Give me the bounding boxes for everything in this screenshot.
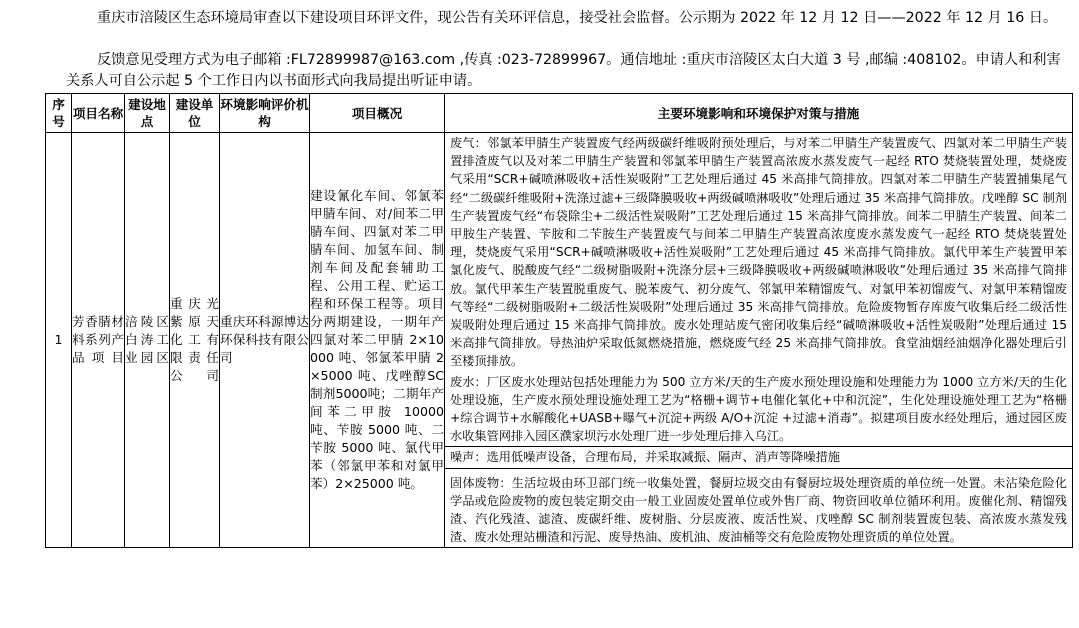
cell-overview: 建设氰化车间、邻氯苯甲腈车间、对/间苯二甲腈车间、四氯对苯二甲腈车间、加氢车间、制剂车间及配套辅助工程、公用工程、贮运工程和环保工程等。项目分两期建设，一期年产四氯对苯二甲腈 2×10000 吨、邻氯苯甲腈 2×5000 吨、戊唑醇SC制剂5000吨；二期年产间苯二甲胺 10000 吨、苄胺 5000 吨、二苄胺 5000 吨、氯代甲苯（邻氯甲苯和对氯甲苯）2×25000 吨。 <box>310 133 445 548</box>
cell-seq: 1 <box>46 133 72 548</box>
header-measures: 主要环境影响和环境保护对策与措施 <box>445 94 1073 133</box>
cell-location <box>125 133 170 548</box>
project-name-text: 芳香腈材料系列产品项目 <box>72 314 124 366</box>
header-overview: 项目概况 <box>310 94 445 133</box>
header-eia-agency: 环境影响评价机构 <box>220 94 310 133</box>
measures-noise: 噪声：选用低噪声设备，合理布局，并采取减振、隔声、消声等降噪措施 <box>445 447 1072 468</box>
header-seq: 序号 <box>46 94 72 133</box>
cell-measures <box>445 133 1073 548</box>
cell-project-name <box>72 133 125 548</box>
header-location: 建设地点 <box>125 94 170 133</box>
header-project-name: 项目名称 <box>72 94 125 133</box>
eia-projects-table <box>45 93 1073 548</box>
table-row <box>46 133 1073 548</box>
measures-water: 废水：厂区废水处理站包括处理能力为 500 立方米/天的生产废水预处理设施和处理能力为 1000 立方米/天的生化处理设施，生产废水预处理设施处理工艺为“格栅+调节+电催化氧化+中和沉淀”，生化处理设施处理工艺为“格栅+综合调节+水解酸化+UASB+曝气+沉淀+两级 A/O+沉淀 +过滤+消毒”。拟建项目废水经处理后，通过园区废水收集管网排入园区濮家坝污水处理厂进一步处理后排入乌江。 <box>445 372 1072 448</box>
table-header-row <box>46 94 1073 133</box>
header-unit: 建设单位 <box>170 94 220 133</box>
cell-eia-agency <box>220 133 310 548</box>
measures-solid: 固体废物：生活垃圾由环卫部门统一收集处置，餐厨垃圾交由有餐厨垃圾处理资质的单位统一处置。未沾染危险化学品或危险废物的废包装定期交由一般工业固废处置单位或外售厂商、物资回收单位循环利用。废催化剂、精馏残渣、汽化残渣、滤渣、废碳纤维、废树脂、分层废液、废活性炭、戊唑醇 SC 制剂装置废包装、高浓废水蒸发残渣、废水处理站栅渣和污泥、废导热油、废机油、废油桶等交有危险废物处理资质的单位处置。 <box>450 475 1067 545</box>
location-text: 涪陵区白涛工业园区 <box>125 314 169 366</box>
notice-paragraph-1: 重庆市涪陵区生态环境局审查以下建设项目环评文件，现公告有关环评信息，接受社会监督。公示期为 2022 年 12 月 12 日——2022 年 12 月 16 日。 <box>97 10 1058 26</box>
cell-unit <box>170 133 220 548</box>
notice-paragraph-2: 反馈意见受理方式为电子邮箱 :FL72899987@163.com ,传真 :023-72899967。通信地址 :重庆市涪陵区太白大道 3 号 ,邮编 :408102。申请人和利害关系人可自公示起 5 个工作日内以书面形式向我局提出听证申请。 <box>66 52 1061 89</box>
eia-agency-text: 重庆环科源博达环保科技有限公司 <box>220 314 309 366</box>
measures-gas: 废气：邻氯苯甲腈生产装置废气经两级碳纤维吸附预处理后，与对苯二甲腈生产装置废气、四氯对苯二甲腈生产装置排渣废气以及对苯二甲腈生产装置和邻氯苯甲腈生产装置高浓废水蒸发废气一起经 RTO 焚烧装置处理，焚烧废气采用“SCR+碱喷淋吸收+活性炭吸附”工艺处理后通过 45 米高排气筒排放。四氯对苯二甲腈生产装置捕集尾气经“二级碳纤维吸附+洗涤过滤+三级降膜吸收+两级碱喷淋吸收”处理后通过 35 米高排气筒排放。戊唑醇 SC 制剂生产装置废气经“布袋除尘+二级活性炭吸附”工艺处理后通过 15 米高排气筒排放。间苯二甲腈生产装置、间苯二甲胺生产装置、苄胺和二苄胺生产装置废气与间苯二甲腈生产装置高浓度废水蒸发废气一起经 RTO 焚烧装置处理，焚烧废气采用“SCR+碱喷淋吸收+活性炭吸附”工艺处理后通过 45 米高排气筒排放。氯代甲苯生产装置甲苯氯化废气、脱酸废气经“二级树脂吸附+洗涤分层+三级降膜吸收+两级碱喷淋吸收”处理后通过 35 米高排气筒排放。氯代甲苯生产装置脱重废气、脱苯废气、初分废气、邻氯甲苯精馏废气、对氯甲苯初馏废气、对氯甲苯精馏废气等经“二级树脂吸附+二级活性炭吸附”处理后通过 35 米高排气筒排放。危险废物暂存库废气收集后经二级活性炭吸附处理后通过 15 米高排气筒排放。废水处理站废气密闭收集后经“碱喷淋吸收+活性炭吸附”处理后通过 15 米高排气筒排放。导热油炉采取低氮燃烧措施，燃烧废气经 25 米高排气筒排放。食堂油烟经油烟净化器处理后引至楼顶排放。 <box>450 136 1067 369</box>
unit-text: 重庆光紫原天化工有限责任公司 <box>170 296 219 384</box>
